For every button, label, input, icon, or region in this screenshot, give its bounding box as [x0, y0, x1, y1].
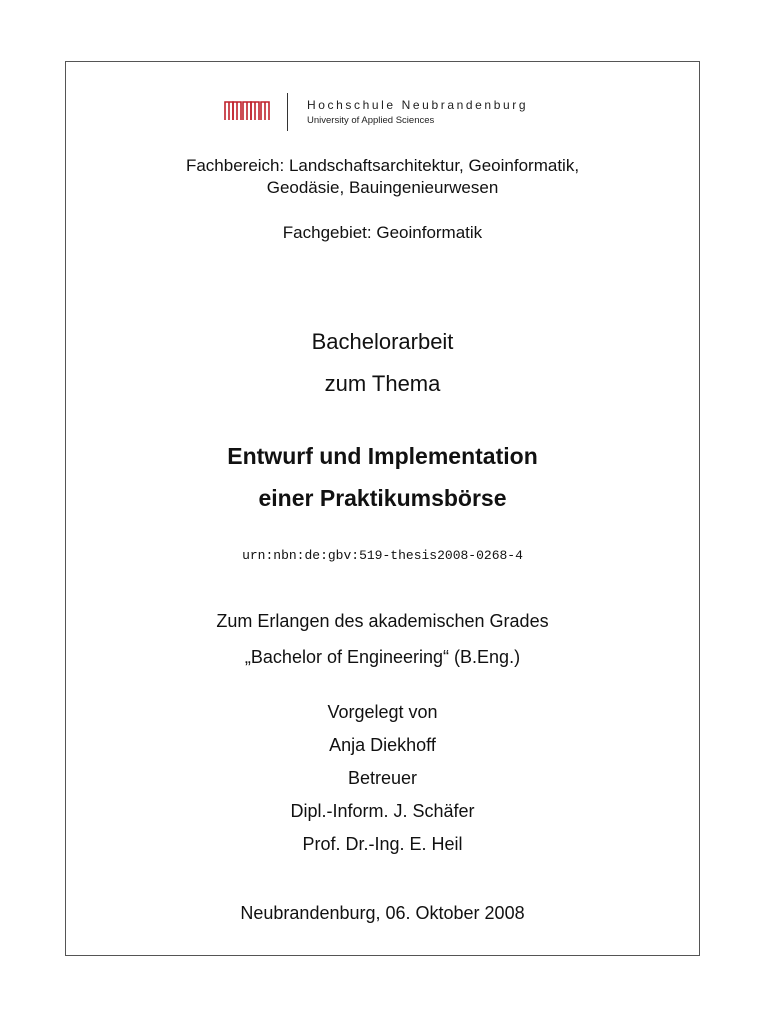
- university-logo-mark-icon: [224, 99, 270, 121]
- degree-line-1: Zum Erlangen des akademischen Grades: [216, 611, 549, 631]
- faculty-line-1: Fachbereich: Landschaftsarchitektur, Geoinformatik,: [185, 156, 580, 175]
- supervisor-2: Prof. Dr.-Ing. E. Heil: [302, 834, 463, 854]
- subject-area: Fachgebiet: Geoinformatik: [282, 223, 483, 242]
- place-and-date: Neubrandenburg, 06. Oktober 2008: [240, 903, 525, 923]
- submitted-by-label: Vorgelegt von: [327, 702, 438, 722]
- university-name: Hochschule Neubrandenburg: [307, 98, 529, 112]
- faculty-line-2: Geodäsie, Bauingenieurwesen: [266, 178, 499, 197]
- logo-divider: [287, 93, 288, 131]
- thesis-title-line-1: Entwurf und Implementation: [227, 443, 538, 469]
- topic-intro: zum Thema: [324, 371, 441, 396]
- supervisor-label: Betreuer: [347, 768, 418, 788]
- urn-identifier: urn:nbn:de:gbv:519-thesis2008-0268-4: [242, 548, 523, 563]
- supervisor-1: Dipl.-Inform. J. Schäfer: [290, 801, 475, 821]
- faculty: [65, 155, 700, 199]
- thesis-title-line-2: einer Praktikumsbörse: [258, 485, 507, 511]
- university-subtitle: University of Applied Sciences: [307, 115, 435, 126]
- document-type: Bachelorarbeit: [311, 329, 454, 354]
- author-name: Anja Diekhoff: [329, 735, 436, 755]
- degree-line-2: „Bachelor of Engineering“ (B.Eng.): [244, 647, 521, 667]
